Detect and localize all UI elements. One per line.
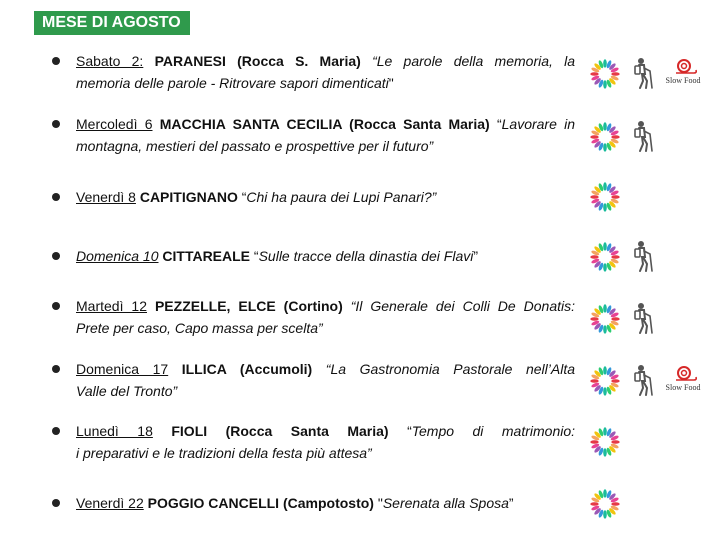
event-place: POGGIO CANCELLI (Campotosto) (147, 495, 374, 511)
bullet (52, 427, 60, 435)
quote-mark: " (388, 75, 394, 91)
flower-logo-icon (588, 425, 622, 459)
event-title: “La Gastronomia Pastorale nell’Alta (325, 361, 576, 377)
flower-logo-icon (588, 240, 622, 274)
flower-logo-icon (588, 120, 622, 154)
event-text (76, 186, 575, 208)
event-place: PARANESI (Rocca S. Maria) (154, 53, 361, 69)
slow-food-icon (660, 364, 706, 396)
event-title: Lavorare in (501, 116, 576, 132)
event-title-cont: memoria delle parole - Ritrovare sapori dimenticati (76, 75, 389, 91)
event-title: Tempo di matrimonio: (411, 423, 576, 439)
event-title: Chi ha paura dei Lupi Panari?” (246, 189, 437, 205)
bullet (52, 302, 60, 310)
event-place: ILLICA (Accumoli) (181, 361, 313, 377)
event-place: CAPITIGNANO (139, 189, 238, 205)
event-place: PEZZELLE, ELCE (Cortino) (154, 298, 343, 314)
quote-mark: “ (241, 189, 247, 205)
event-title: Sulle tracce della dinastia dei Flavi (258, 248, 474, 264)
event-title-cont: Valle del Tronto” (76, 383, 178, 399)
flower-logo-icon (588, 487, 622, 521)
slow-food-label: Slow Food (665, 383, 701, 392)
bullet (52, 252, 60, 260)
snail-icon (660, 57, 706, 77)
flower-logo-icon (588, 180, 622, 214)
event-date: Sabato 2: (76, 53, 144, 69)
bullet (52, 120, 60, 128)
event-text (76, 492, 575, 514)
flower-logo-icon (588, 364, 622, 398)
hiker-icon (630, 240, 656, 272)
slow-food-label: Slow Food (665, 76, 701, 85)
slow-food-icon (660, 57, 706, 89)
bullet (52, 365, 60, 373)
hiker-icon (630, 302, 656, 334)
event-title: “Il Generale dei Colli De Donatis: (350, 298, 575, 314)
event-title-cont: montagna, mestieri del passato e prospettive per il futuro” (76, 138, 434, 154)
quote-mark: ” (508, 495, 514, 511)
event-place: CITTAREALE (162, 248, 251, 264)
hiker-icon (630, 120, 656, 152)
page-title: MESE DI AGOSTO (34, 11, 190, 35)
event-text (76, 245, 575, 267)
event-text (76, 50, 575, 94)
quote-mark: ” (473, 248, 479, 264)
snail-icon (660, 364, 706, 384)
flower-logo-icon (588, 57, 622, 91)
event-date: Martedì 12 (76, 298, 147, 314)
event-text (76, 420, 575, 464)
event-date: Domenica 10 (76, 248, 159, 264)
hiker-icon (630, 57, 656, 89)
event-date: Lunedì 18 (76, 423, 153, 439)
quote-mark: “ (253, 248, 259, 264)
quote-mark: " (377, 495, 383, 511)
event-title: “Le parole della memoria, la (372, 53, 576, 69)
event-text (76, 113, 575, 157)
bullet (52, 57, 60, 65)
flower-logo-icon (588, 302, 622, 336)
event-place: FIOLI (Rocca Santa Maria) (171, 423, 389, 439)
bullet (52, 499, 60, 507)
event-date: Mercoledì 6 (76, 116, 153, 132)
event-place: MACCHIA SANTA CECILIA (Rocca Santa Maria) (159, 116, 490, 132)
event-title: Serenata alla Sposa (382, 495, 509, 511)
event-date: Domenica 17 (76, 361, 169, 377)
quote-mark: “ (496, 116, 502, 132)
bullet (52, 193, 60, 201)
event-date: Venerdì 22 (76, 495, 144, 511)
event-text (76, 295, 575, 339)
event-text (76, 358, 575, 402)
event-title-cont: i preparativi e le tradizioni della festa più attesa” (76, 445, 372, 461)
hiker-icon (630, 364, 656, 396)
quote-mark: “ (407, 423, 412, 439)
event-title-cont: Prete per caso, Capo massa per scelta” (76, 320, 323, 336)
event-date: Venerdì 8 (76, 189, 136, 205)
